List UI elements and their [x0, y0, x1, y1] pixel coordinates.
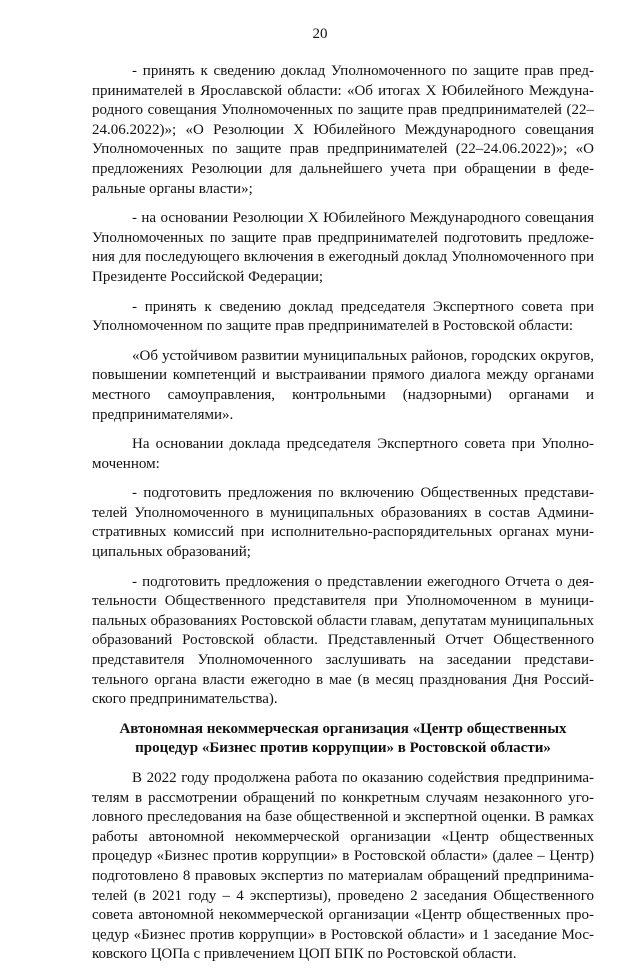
- document-body: [92, 62, 594, 975]
- paragraph-2: - на основании Резолюции X Юбилейного Международного совещания Уполномоченных по защите прав предпринимателей подготовить предложения для последующего включения в ежегодный доклад Уполномоченного при Президенте Российской Федерации;: [92, 210, 594, 285]
- paragraph-7: - подготовить предложения о представлении ежегодного Отчета о деятельности Общественного представителя при Уполномоченном в муниципальных образованиях Ростовской области главам, депутатам муниципальных образований Ростовской области. Представленный Отчет Общественного представителя Уполномоченного заслушивать на заседании представительного органа власти ежегодно в мае (в месяц празднования Дня Российского предпринимательства).: [92, 573, 594, 708]
- paragraph-1: - принять к сведению доклад Уполномоченного по защите прав предпринимателей в Ярославской области: «Об итогах X Юбилейного Международного совещания Уполномоченных по защите прав предпринимателей (22–24.06.2022)»; «О Резолюции X Юбилейного Международного совещания Уполномоченных по защите прав предпринимателей (22–24.06.2022)»; «О предложениях Резолюции для дальнейшего учета при обращении в федеральные органы власти»;: [92, 63, 594, 197]
- paragraph-4-quote: «Об устойчивом развитии муниципальных районов, городских округов, повышении компетенций и выстраивании прямого диалога между органами местного самоуправления, контрольными (надзорными) органами и предпринимателями».: [92, 347, 594, 423]
- section-heading: Автономная некоммерческая организация «Центр общественных процедур «Бизнес против коррупции» в Ростовской области»: [119, 720, 567, 757]
- paragraph-6: - подготовить предложения по включению Общественных представителей Уполномоченного в муниципальных образованиях в состав Административных комиссий при исполнительно-распорядительных органах муниципальных образований;: [92, 485, 594, 561]
- paragraph-3: - принять к сведению доклад председателя Экспертного совета при Уполномоченном по защите прав предпринимателей в Ростовской области:: [92, 298, 594, 335]
- paragraph-final: В 2022 году продолжена работа по оказанию содействия предпринимателям в рассмотрении обращений по конкретным случаям незаконного уголовного преследования на базе общественной и экспертной оценки. В рамках работы автономной некоммерческой организации «Центр общественных процедур «Бизнес против коррупции» в Ростовской области» (далее – Центр) подготовлено 8 правовых экспертиз по материалам обращений предпринимателей (в 2021 году – 4 экспертизы), проведено 2 заседания Общественного совета автономной некоммерческой организации «Центр общественных процедур «Бизнес против коррупции» в Ростовской области» и 1 заседание Московского ЦОПа с привлечением ЦОП БПК по Ростовской области.: [92, 770, 594, 963]
- paragraph-5: На основании доклада председателя Экспертного совета при Уполномоченном:: [92, 436, 594, 472]
- page-number: 20: [312, 26, 328, 42]
